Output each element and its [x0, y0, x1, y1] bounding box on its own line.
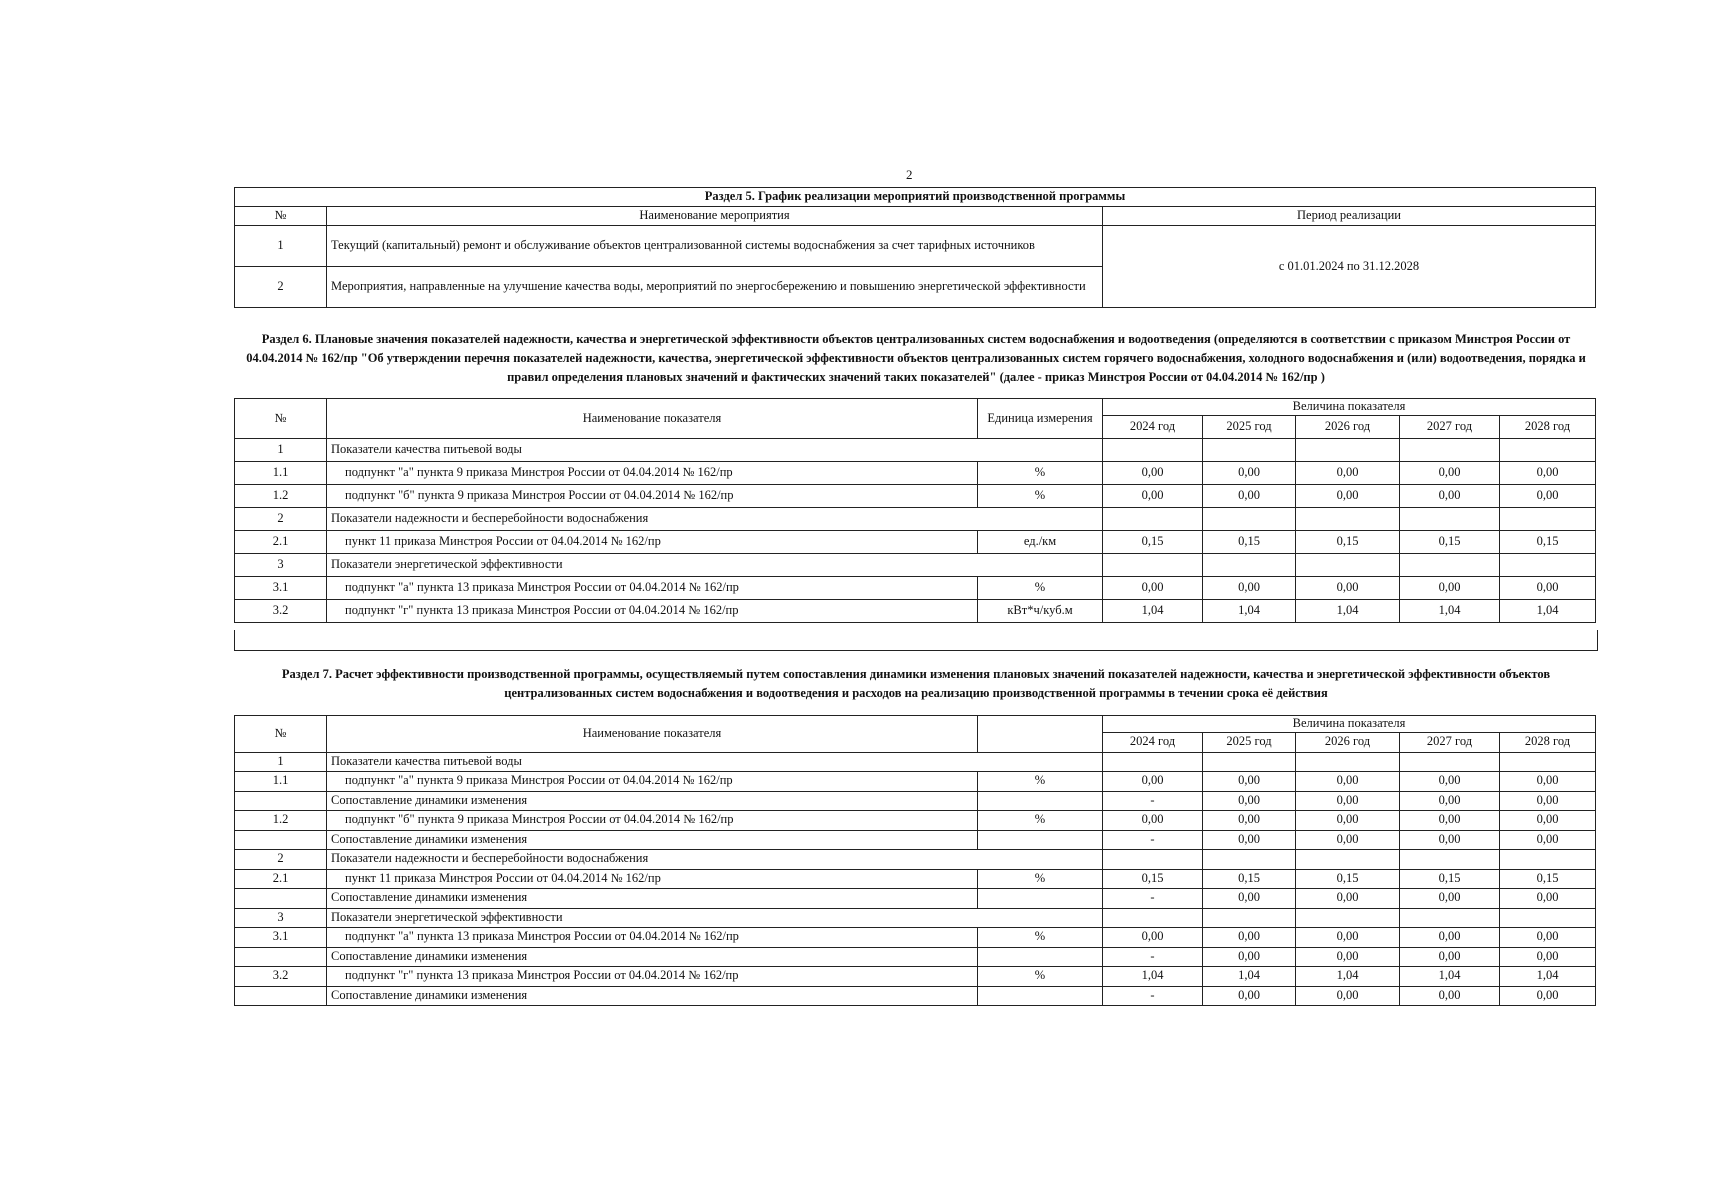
empty-cell [1400, 752, 1500, 772]
row-value: 0,00 [1500, 577, 1596, 600]
row-value: 0,00 [1203, 928, 1296, 948]
row-num: 2 [235, 850, 327, 870]
row-unit: % [978, 928, 1103, 948]
row-value: 0,00 [1400, 485, 1500, 508]
row-value: 0,00 [1296, 811, 1400, 831]
row-name: подпункт "а" пункта 13 приказа Минстроя России от 04.04.2014 № 162/пр [327, 928, 978, 948]
row-value: 0,00 [1203, 830, 1296, 850]
row-name: пункт 11 приказа Минстроя России от 04.04.2014 № 162/пр [327, 869, 978, 889]
table-row [235, 967, 1596, 987]
row-name: Сопоставление динамики изменения [327, 986, 978, 1006]
row-name: подпункт "а" пункта 9 приказа Минстроя России от 04.04.2014 № 162/пр [327, 462, 978, 485]
row-value: 0,00 [1400, 947, 1500, 967]
section5-col-name: Наименование мероприятия [327, 207, 1103, 226]
row-value: 0,00 [1296, 947, 1400, 967]
row-value: 0,00 [1296, 928, 1400, 948]
row-num [235, 947, 327, 967]
section5-period: с 01.01.2024 по 31.12.2028 [1103, 226, 1596, 308]
row-num: 3.2 [235, 967, 327, 987]
row-num: 3 [235, 908, 327, 928]
row-unit: % [978, 811, 1103, 831]
section6-col-num: № [235, 399, 327, 439]
empty-cell [1203, 850, 1296, 870]
empty-cell [1400, 508, 1500, 531]
row-value: 1,04 [1103, 967, 1203, 987]
section5-row-name: Текущий (капитальный) ремонт и обслуживание объектов централизованной системы водоснабжения за счет тарифных источников [327, 226, 1103, 267]
empty-cell [1400, 908, 1500, 928]
row-value: 0,00 [1203, 811, 1296, 831]
row-value: 0,00 [1500, 462, 1596, 485]
section7-col-num: № [235, 716, 327, 753]
section5-row-num: 1 [235, 226, 327, 267]
row-value: 0,00 [1400, 889, 1500, 909]
row-unit: кВт*ч/куб.м [978, 600, 1103, 623]
row-value: 0,00 [1296, 986, 1400, 1006]
row-num [235, 986, 327, 1006]
section7-col-value: Величина показателя [1103, 716, 1596, 733]
row-num [235, 830, 327, 850]
section6-body [235, 439, 1596, 623]
row-value: 0,00 [1103, 811, 1203, 831]
row-value: 1,04 [1296, 967, 1400, 987]
row-value: 0,00 [1203, 485, 1296, 508]
table-row [235, 485, 1596, 508]
row-value: 0,00 [1400, 986, 1500, 1006]
row-name: Показатели надежности и бесперебойности водоснабжения [327, 508, 1103, 531]
row-unit [978, 791, 1103, 811]
section7-year: 2026 год [1296, 733, 1400, 753]
section7-col-unit [978, 716, 1103, 753]
row-unit: ед./км [978, 531, 1103, 554]
row-num [235, 889, 327, 909]
section7-col-name: Наименование показателя [327, 716, 978, 753]
empty-cell [1296, 508, 1400, 531]
row-value: 0,00 [1400, 791, 1500, 811]
row-value: 0,00 [1103, 772, 1203, 792]
section6-col-name: Наименование показателя [327, 399, 978, 439]
empty-cell [1296, 554, 1400, 577]
section5-row-name: Мероприятия, направленные на улучшение качества воды, мероприятий по энергосбережению и повышению энергетической эффективности [327, 267, 1103, 308]
row-value: - [1103, 986, 1203, 1006]
section6-heading: Раздел 6. Плановые значения показателей надежности, качества и энергетической эффективности объектов централизованных систем водоснабжения и водоотведения (определяются в соответствии с приказом Минстроя России от 04.04.2014 № 162/пр "Об утверждении перечня показателей надежности, качества, энергетической эффективности объектов централизованных систем горячего водоснабжения, холодного водоснабжения и (или) водоотведения, порядка и правил определения плановых значений и фактических значений таких показателей" (далее - приказ Минстроя России от 04.04.2014 № 162/пр ) [246, 332, 1586, 384]
empty-cell [1203, 752, 1296, 772]
row-num: 2.1 [235, 869, 327, 889]
table-row [235, 772, 1596, 792]
group-row [235, 850, 1596, 870]
row-num: 3.2 [235, 600, 327, 623]
row-value: 0,00 [1500, 772, 1596, 792]
row-name: Сопоставление динамики изменения [327, 791, 978, 811]
row-value: 0,00 [1296, 772, 1400, 792]
row-value: - [1103, 889, 1203, 909]
row-value: 0,00 [1400, 928, 1500, 948]
empty-cell [1500, 554, 1596, 577]
row-name: подпункт "г" пункта 13 приказа Минстроя России от 04.04.2014 № 162/пр [327, 600, 978, 623]
row-value: 0,15 [1296, 531, 1400, 554]
row-value: 0,00 [1296, 791, 1400, 811]
empty-cell [1500, 908, 1596, 928]
table-row [235, 791, 1596, 811]
row-value: 0,00 [1296, 889, 1400, 909]
empty-cell [1203, 439, 1296, 462]
empty-cell [1103, 554, 1203, 577]
empty-cell [1500, 850, 1596, 870]
row-name: Показатели качества питьевой воды [327, 439, 1103, 462]
empty-cell [1296, 439, 1400, 462]
table-row [235, 531, 1596, 554]
row-num: 1.1 [235, 772, 327, 792]
row-value: 0,00 [1400, 830, 1500, 850]
row-value: 0,00 [1500, 811, 1596, 831]
section7-year: 2027 год [1400, 733, 1500, 753]
row-value: 0,00 [1400, 811, 1500, 831]
row-unit [978, 830, 1103, 850]
empty-cell [1103, 850, 1203, 870]
group-row [235, 908, 1596, 928]
row-name: подпункт "б" пункта 9 приказа Минстроя России от 04.04.2014 № 162/пр [327, 811, 978, 831]
section6-year: 2025 год [1203, 416, 1296, 439]
row-name: Показатели энергетической эффективности [327, 908, 1103, 928]
empty-cell [1103, 752, 1203, 772]
row-value: 0,00 [1500, 986, 1596, 1006]
row-name: Сопоставление динамики изменения [327, 889, 978, 909]
row-value: 0,00 [1400, 772, 1500, 792]
row-num: 1.2 [235, 811, 327, 831]
row-unit [978, 889, 1103, 909]
row-num: 3.1 [235, 577, 327, 600]
section5-row-num: 2 [235, 267, 327, 308]
row-value: 0,15 [1103, 531, 1203, 554]
empty-cell [1400, 554, 1500, 577]
row-value: 0,00 [1500, 928, 1596, 948]
empty-cell [1103, 908, 1203, 928]
row-value: 0,00 [1500, 889, 1596, 909]
row-num: 2 [235, 508, 327, 531]
section6-year: 2028 год [1500, 416, 1596, 439]
row-value: 0,15 [1400, 531, 1500, 554]
row-value: 0,15 [1296, 869, 1400, 889]
group-row [235, 752, 1596, 772]
row-value: 0,00 [1203, 889, 1296, 909]
table-row [235, 830, 1596, 850]
section7-year: 2024 год [1103, 733, 1203, 753]
row-name: Показатели качества питьевой воды [327, 752, 1103, 772]
row-value: - [1103, 791, 1203, 811]
row-name: подпункт "а" пункта 13 приказа Минстроя России от 04.04.2014 № 162/пр [327, 577, 978, 600]
row-value: 0,00 [1103, 485, 1203, 508]
row-value: 0,15 [1203, 531, 1296, 554]
table-row [235, 811, 1596, 831]
row-value: 1,04 [1296, 600, 1400, 623]
empty-cell [1296, 752, 1400, 772]
row-name: подпункт "а" пункта 9 приказа Минстроя России от 04.04.2014 № 162/пр [327, 772, 978, 792]
row-value: 0,15 [1103, 869, 1203, 889]
empty-cell [1203, 508, 1296, 531]
section5-table [234, 187, 1596, 308]
row-unit: % [978, 772, 1103, 792]
group-row [235, 508, 1596, 531]
row-value: 0,00 [1203, 986, 1296, 1006]
section6-year: 2027 год [1400, 416, 1500, 439]
section7-table [234, 715, 1596, 1006]
row-value: 0,00 [1203, 791, 1296, 811]
table-row [235, 889, 1596, 909]
empty-cell [1400, 439, 1500, 462]
row-unit: % [978, 485, 1103, 508]
row-value: 0,15 [1203, 869, 1296, 889]
section5-col-num: № [235, 207, 327, 226]
row-value: 1,04 [1203, 600, 1296, 623]
page-number: 2 [906, 167, 913, 182]
row-value: 1,04 [1400, 967, 1500, 987]
empty-cell [1500, 508, 1596, 531]
row-value: 0,00 [1296, 577, 1400, 600]
section7-heading: Раздел 7. Расчет эффективности производственной программы, осуществляемый путем сопоставления динамики изменения плановых значений показателей надежности, качества и энергетической эффективности объектов централизованных систем водоснабжения и водоотведения и расходов на реализацию производственной программы в течении срока её действия [281, 667, 1551, 700]
row-unit [978, 986, 1103, 1006]
table-row [235, 869, 1596, 889]
row-value: 0,00 [1203, 772, 1296, 792]
table-row [235, 600, 1596, 623]
section6-spacer [234, 630, 1598, 651]
table-row [235, 577, 1596, 600]
section5-title: Раздел 5. График реализации мероприятий производственной программы [235, 188, 1596, 207]
row-num: 3 [235, 554, 327, 577]
row-value: 0,15 [1400, 869, 1500, 889]
section5-col-period: Период реализации [1103, 207, 1596, 226]
row-value: 1,04 [1500, 967, 1596, 987]
row-num: 1.1 [235, 462, 327, 485]
empty-cell [1203, 554, 1296, 577]
empty-cell [1103, 439, 1203, 462]
empty-cell [1203, 908, 1296, 928]
section6-col-value: Величина показателя [1103, 399, 1596, 416]
empty-cell [1296, 908, 1400, 928]
section7-year: 2028 год [1500, 733, 1596, 753]
row-name: Показатели энергетической эффективности [327, 554, 1103, 577]
group-row [235, 554, 1596, 577]
row-value: 0,00 [1203, 577, 1296, 600]
empty-cell [1400, 850, 1500, 870]
row-value: 0,00 [1500, 485, 1596, 508]
table-row [235, 947, 1596, 967]
row-num: 2.1 [235, 531, 327, 554]
row-name: Сопоставление динамики изменения [327, 830, 978, 850]
row-name: подпункт "г" пункта 13 приказа Минстроя России от 04.04.2014 № 162/пр [327, 967, 978, 987]
row-value: 0,00 [1500, 947, 1596, 967]
section6-table [234, 398, 1596, 623]
table-row [235, 986, 1596, 1006]
row-num: 3.1 [235, 928, 327, 948]
row-value: 0,00 [1103, 577, 1203, 600]
row-value: 1,04 [1500, 600, 1596, 623]
empty-cell [1500, 752, 1596, 772]
row-value: - [1103, 830, 1203, 850]
row-num: 1 [235, 439, 327, 462]
table-row [235, 462, 1596, 485]
empty-cell [1500, 439, 1596, 462]
row-num: 1.2 [235, 485, 327, 508]
row-value: 0,00 [1103, 928, 1203, 948]
row-value: 1,04 [1203, 967, 1296, 987]
row-value: 0,15 [1500, 531, 1596, 554]
row-value: 1,04 [1400, 600, 1500, 623]
row-name: подпункт "б" пункта 9 приказа Минстроя России от 04.04.2014 № 162/пр [327, 485, 978, 508]
section7-body [235, 752, 1596, 1006]
row-value: 0,00 [1296, 485, 1400, 508]
row-value: 0,00 [1203, 947, 1296, 967]
group-row [235, 439, 1596, 462]
row-unit [978, 947, 1103, 967]
row-name: Показатели надежности и бесперебойности водоснабжения [327, 850, 1103, 870]
row-value: 0,00 [1500, 830, 1596, 850]
row-unit: % [978, 967, 1103, 987]
row-value: 0,15 [1500, 869, 1596, 889]
row-value: 0,00 [1203, 462, 1296, 485]
row-name: Сопоставление динамики изменения [327, 947, 978, 967]
row-value: 0,00 [1400, 462, 1500, 485]
row-num: 1 [235, 752, 327, 772]
row-unit: % [978, 869, 1103, 889]
section6-col-unit: Единица измерения [978, 399, 1103, 439]
row-name: пункт 11 приказа Минстроя России от 04.04.2014 № 162/пр [327, 531, 978, 554]
section7-year: 2025 год [1203, 733, 1296, 753]
row-value: 0,00 [1103, 462, 1203, 485]
row-unit: % [978, 577, 1103, 600]
empty-cell [1296, 850, 1400, 870]
empty-cell [1103, 508, 1203, 531]
row-value: - [1103, 947, 1203, 967]
row-value: 0,00 [1296, 462, 1400, 485]
row-value: 0,00 [1296, 830, 1400, 850]
row-value: 1,04 [1103, 600, 1203, 623]
row-value: 0,00 [1500, 791, 1596, 811]
row-num [235, 791, 327, 811]
table-row [235, 928, 1596, 948]
row-unit: % [978, 462, 1103, 485]
section6-year: 2024 год [1103, 416, 1203, 439]
section6-year: 2026 год [1296, 416, 1400, 439]
row-value: 0,00 [1400, 577, 1500, 600]
